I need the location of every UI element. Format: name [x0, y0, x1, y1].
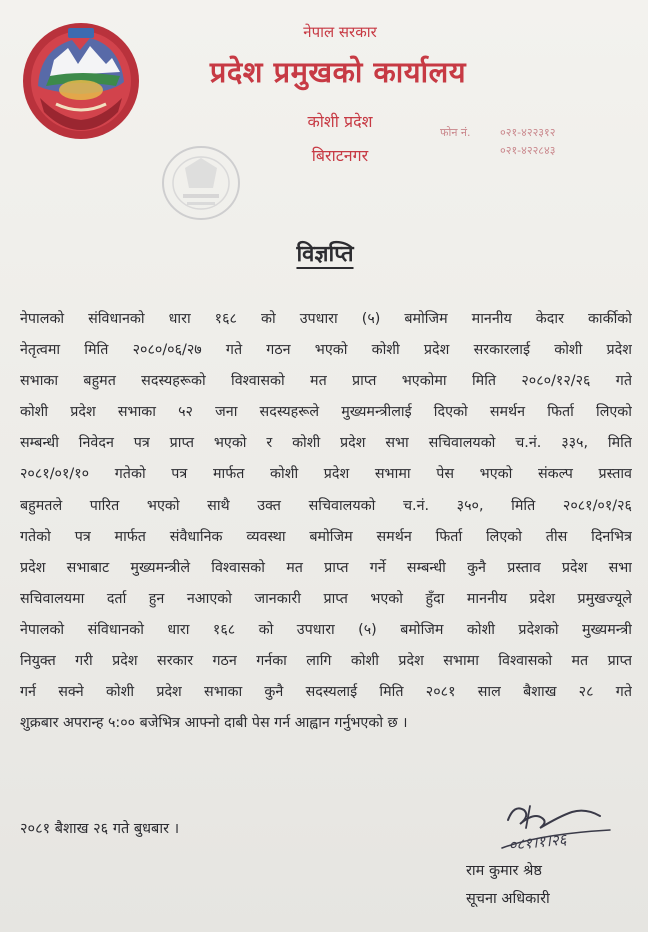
- body-line: २०८१/०१/१० गतेको पत्र मार्फत कोशी प्रदेश सभामा पेस भएको संकल्प प्रस्ताव: [20, 466, 632, 483]
- signatory-name: राम कुमार श्रेष्ठ: [466, 863, 542, 879]
- signature-date: ०८१।१।२६: [507, 830, 568, 855]
- nepal-emblem: [20, 20, 142, 142]
- notice-body: [20, 304, 632, 739]
- body-line: नेतृत्वमा मिति २०८०/०६/२७ गते गठन भएको कोशी प्रदेश सरकारलाई कोशी प्रदेश: [20, 342, 632, 359]
- province-name: कोशी प्रदेश: [307, 112, 373, 131]
- phone-label: फोन नं.: [440, 126, 471, 139]
- body-line: कोशी प्रदेश सभाका ५२ जना सदस्यहरूले मुख्यमन्त्रीलाई दिएको समर्थन फिर्ता लिएको: [20, 404, 632, 421]
- body-line: नियुक्त गरी प्रदेश सरकार गठन गर्नका लागि कोशी प्रदेश सभामा विश्वासको मत प्राप्त: [20, 653, 632, 670]
- government-name: नेपाल सरकार: [303, 23, 377, 41]
- body-line: गर्न सक्ने कोशी प्रदेश सभाका कुनै सदस्यलाई मिति २०८१ साल बैशाख २८ गते: [20, 684, 632, 701]
- city-name: बिराटनगर: [311, 146, 369, 165]
- signature-mark: [490, 798, 620, 858]
- notice-title: विज्ञप्ति: [296, 242, 354, 267]
- body-line: बहुमतले पारित भएको साथै उक्त सचिवालयको च.नं. ३५०, मिति २०८१/०१/२६: [20, 497, 632, 514]
- body-line: गतेको पत्र मार्फत संवैधानिक व्यवस्था बमोजिम समर्थन फिर्ता लिएको तीस दिनभित्र: [20, 528, 632, 545]
- signatory-title: सूचना अधिकारी: [466, 891, 550, 907]
- body-line: नेपालको संविधानको धारा १६८ को उपधारा (५) बमोजिम माननीय केदार कार्कीको: [20, 311, 632, 327]
- phone-number-1: ०२१-४२२३१२: [500, 126, 556, 139]
- body-line: सचिवालयमा दर्ता हुन नआएको जानकारी प्राप्त भएको हुँदा माननीय प्रदेश प्रमुखज्यूले: [20, 590, 632, 607]
- body-line: शुक्रबार अपरान्ह ५:०० बजेभित्र आफ्नो दाबी पेस गर्न आह्वान गर्नुभएको छ ।: [20, 715, 408, 732]
- office-name: प्रदेश प्रमुखको कार्यालय: [209, 55, 467, 89]
- body-line: सम्बन्धी निवेदन पत्र प्राप्त भएको र कोशी प्रदेश सभा सचिवालयको च.नं. ३३५, मिति: [20, 435, 632, 452]
- body-line: सभाका बहुमत सदस्यहरूको विश्वासको मत प्राप्त भएकोमा मिति २०८०/१२/२६ गते: [20, 373, 632, 390]
- issue-date: २०८१ बैशाख २६ गते बुधबार ।: [20, 821, 180, 837]
- body-line: नेपालको संविधानको धारा १६८ को उपधारा (५) बमोजिम कोशी प्रदेशको मुख्यमन्त्री: [20, 621, 632, 638]
- body-line: प्रदेश सभाबाट मुख्यमन्त्रीले विश्वासको मत प्राप्त गर्ने सम्बन्धी कुनै प्रस्ताव प्रदेश सभा: [20, 559, 632, 576]
- phone-block: [440, 124, 555, 160]
- phone-number-2: ०२१-४२२८४३: [500, 144, 556, 157]
- office-stamp-icon: [155, 138, 247, 228]
